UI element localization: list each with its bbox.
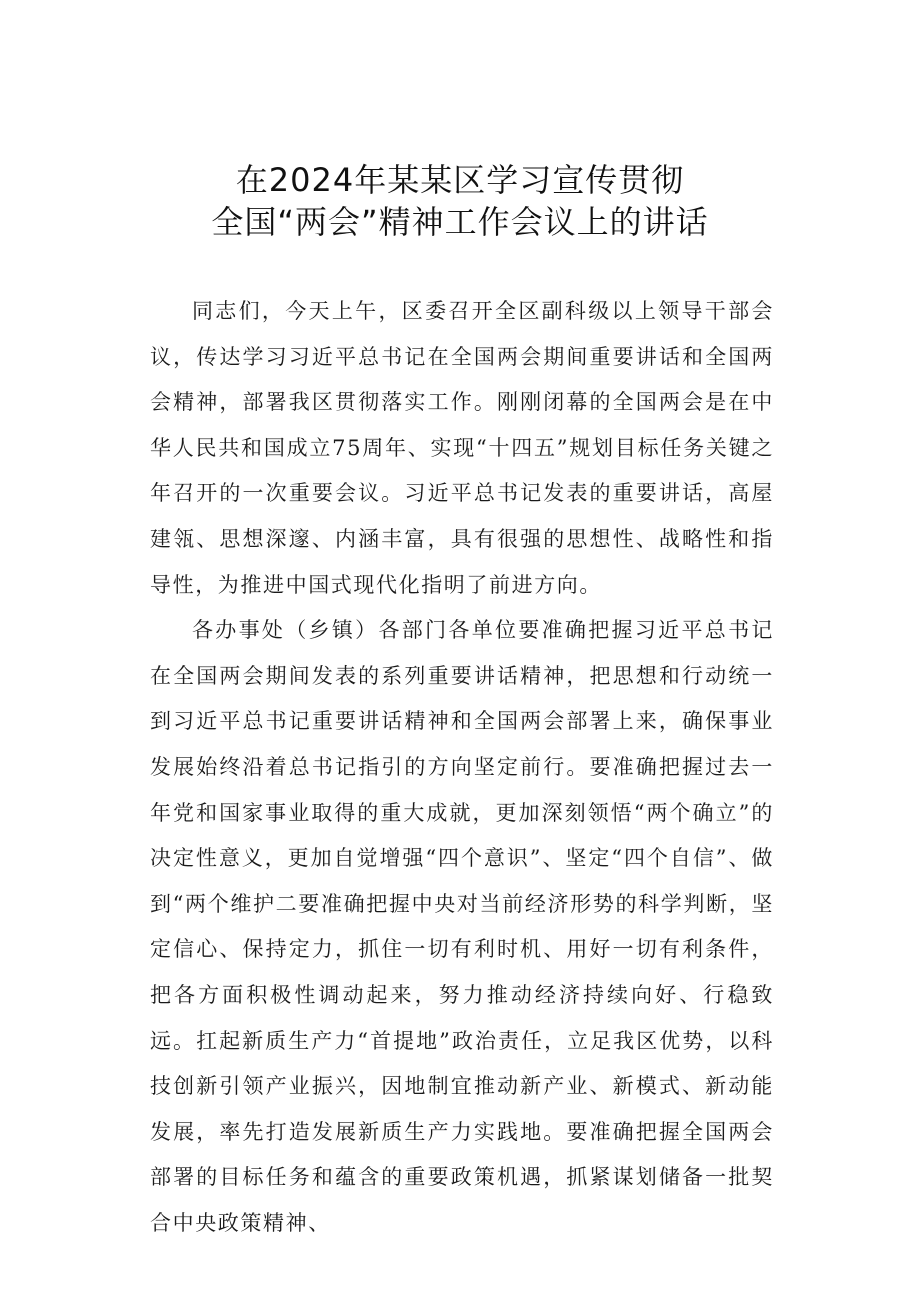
document-body: [150, 289, 774, 1246]
document-title-line-2: 全国“两会”精神工作会议上的讲话: [211, 203, 709, 241]
paragraph-2: 各办事处（乡镇）各部门各单位要准确把握习近平总书记在全国两会期间发表的系列重要讲话精神，把思想和行动统一到习近平总书记重要讲话精神和全国两会部署上来，确保事业发展始终沿着总书记指引的方向坚定前行。要准确把握过去一年党和国家事业取得的重大成就，更加深刻领悟“两个确立”的决定性意义，更加自觉增强“四个意识”、坚定“四个自信”、做到“两个维护二要准确把握中央对当前经济形势的科学判断，坚定信心、保持定力，抓住一切有利时机、用好一切有利条件，把各方面积极性调动起来，努力推动经济持续向好、行稳致远。扛起新质生产力“首提地”政治责任，立足我区优势，以科技创新引领产业振兴，因地制宜推动新产业、新模式、新动能发展，率先打造发展新质生产力实践地。要准确把握全国两会部署的目标任务和蕴含的重要政策机遇，抓紧谋划储备一批契合中央政策精神、: [150, 618, 774, 1235]
document-title-line-1: 在2024年某某区学习宣传贯彻: [235, 161, 685, 199]
paragraph-1: 同志们，今天上午，区委召开全区副科级以上领导干部会议，传达学习习近平总书记在全国两会期间重要讲话和全国两会精神，部署我区贯彻落实工作。刚刚闭幕的全国两会是在中华人民共和国成立75周年、实现“十四五”规划目标任务关键之年召开的一次重要会议。习近平总书记发表的重要讲话，高屋建瓴、思想深邃、内涵丰富，具有很强的思想性、战略性和指导性，为推进中国式现代化指明了前进方向。: [150, 299, 774, 597]
